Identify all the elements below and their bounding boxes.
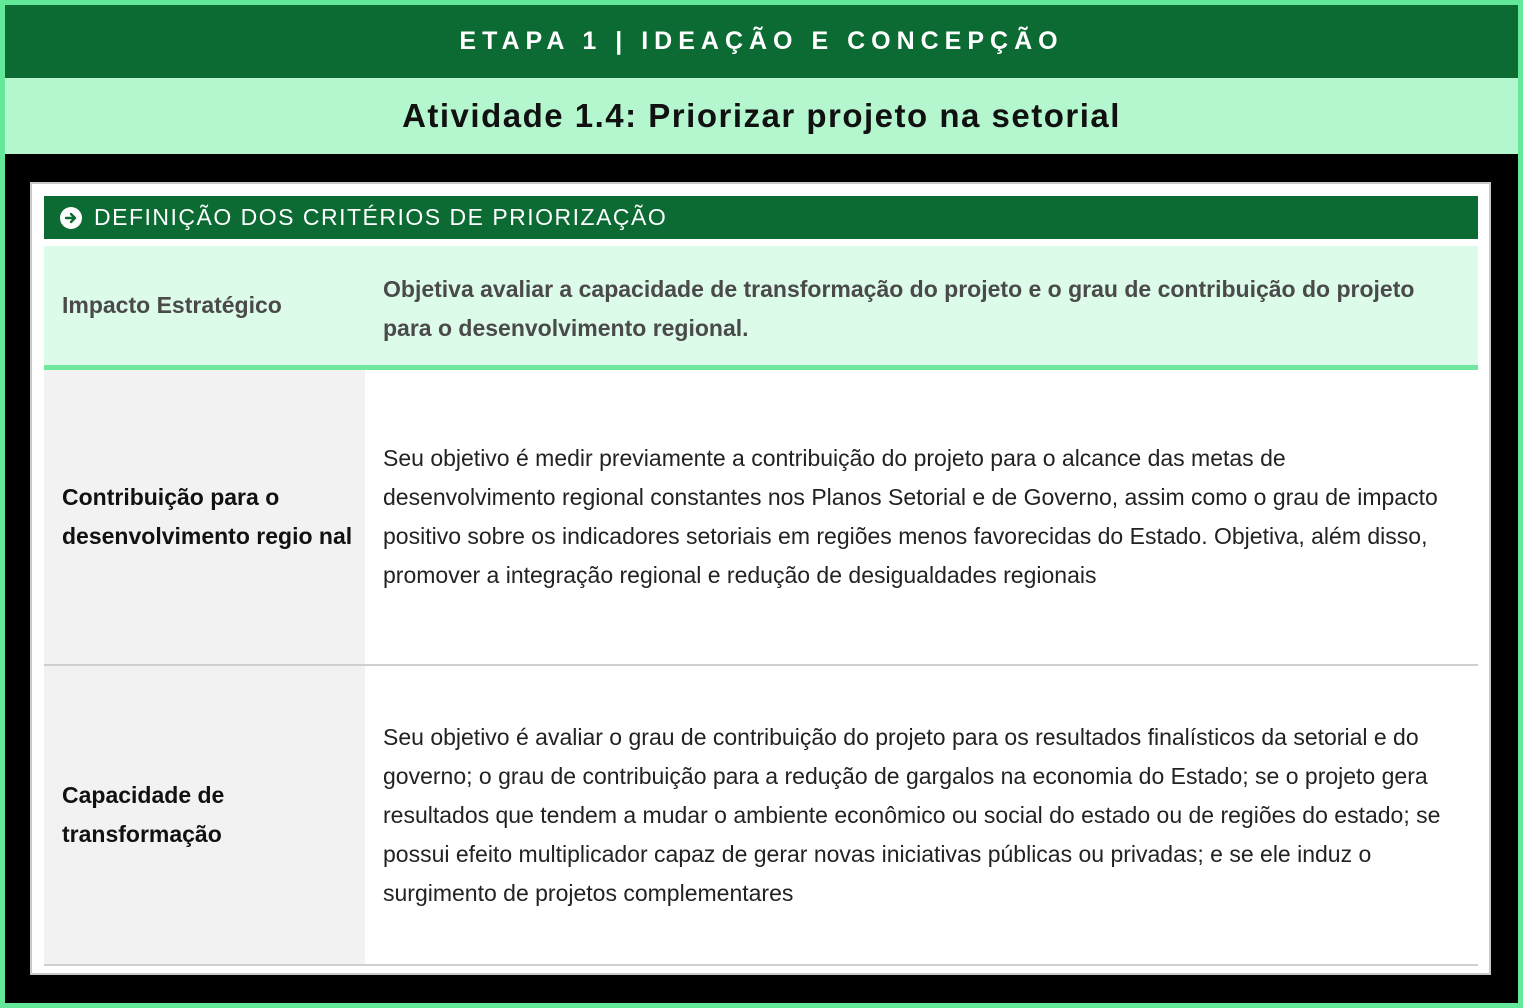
criteria-row	[44, 666, 1478, 966]
criteria-description	[383, 370, 1463, 664]
criteria-label: Capacidade de transformação	[62, 782, 225, 847]
slide-frame	[5, 5, 1518, 1003]
criteria-label-cell	[44, 370, 365, 664]
criteria-header-description: Objetiva avaliar a capacidade de transformação do projeto e o grau de contribuição do projeto para o desenvolvimento regional.	[383, 276, 1415, 341]
section-title: DEFINIÇÃO DOS CRITÉRIOS DE PRIORIZAÇÃO	[94, 204, 668, 230]
criteria-header-label: Impacto Estratégico	[62, 292, 282, 318]
criteria-header-row	[44, 246, 1478, 370]
section-header	[44, 196, 1478, 239]
arrow-circle-right-icon	[60, 207, 82, 229]
criteria-row	[44, 370, 1478, 666]
criteria-label-cell	[44, 666, 365, 964]
criteria-description-text: Seu objetivo é medir previamente a contribuição do projeto para o alcance das metas de desenvolvimento regional constantes nos Planos Setorial e de Governo, assim como o grau de impacto positivo sobre os indicadores setoriais em regiões menos favorecidas do Estado. Objetiva, além disso, promover a integração regional e redução de desigualdades regionais	[383, 445, 1438, 588]
criteria-label: Contribuição para o desenvolvimento regio nal	[62, 484, 353, 549]
stage-title: ETAPA 1 | IDEAÇÃO E CONCEPÇÃO	[5, 5, 1518, 78]
criteria-panel	[30, 182, 1491, 975]
activity-title: Atividade 1.4: Priorizar projeto na setorial	[5, 78, 1518, 154]
criteria-description	[383, 666, 1463, 964]
criteria-description-text: Seu objetivo é avaliar o grau de contribuição do projeto para os resultados finalísticos da setorial e do governo; o grau de contribuição para a redução de gargalos na economia do Estado; se o projeto gera resultados que tendem a mudar o ambiente econômico ou social do estado ou de regiões do estado; se possui efeito multiplicador capaz de gerar novas iniciativas públicas ou privadas; e se ele induz o surgimento de projetos complementares	[383, 723, 1441, 906]
